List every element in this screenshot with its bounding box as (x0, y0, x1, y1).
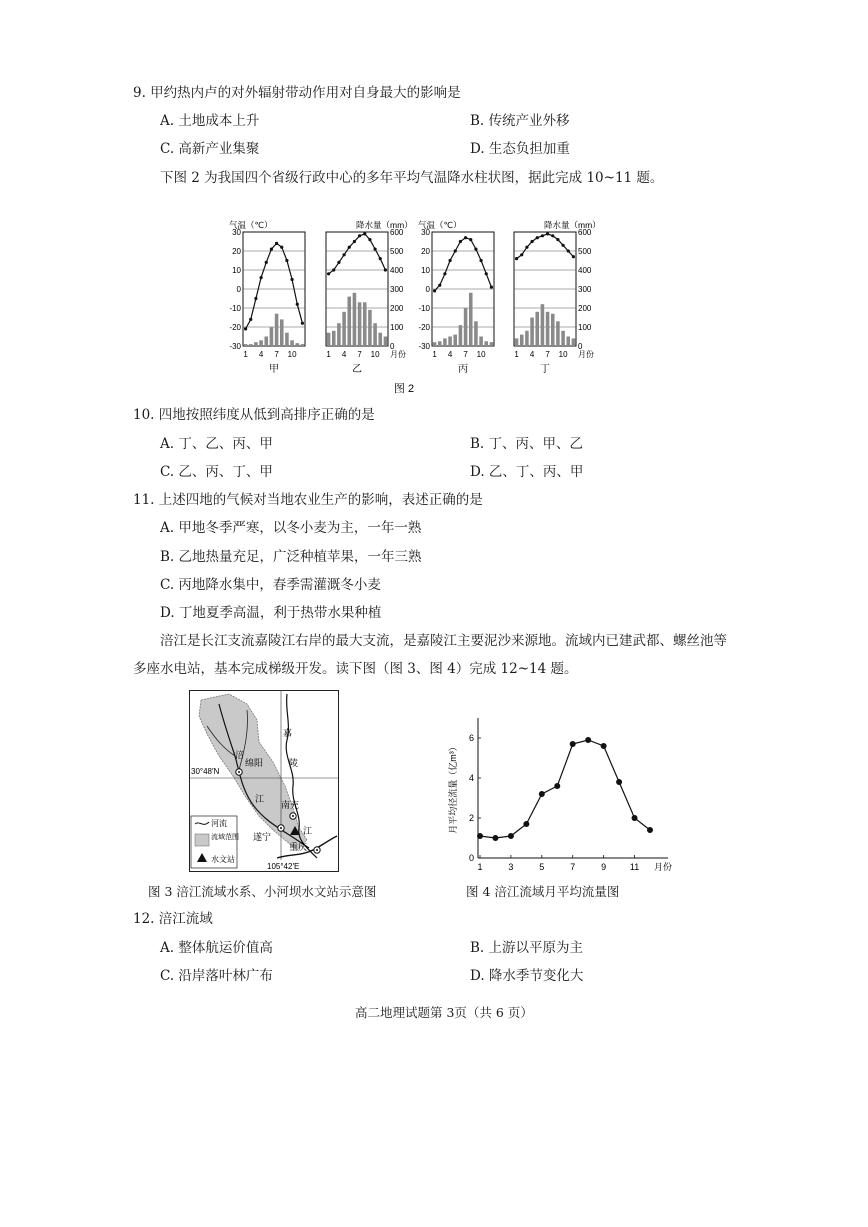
precip-bar (254, 342, 258, 346)
precip-bar (363, 302, 367, 346)
svg-text:绵阳: 绵阳 (245, 758, 264, 768)
temperature-point (448, 259, 451, 262)
precip-bar (443, 338, 447, 346)
temperature-point (280, 246, 283, 249)
flow-point (523, 821, 529, 827)
precip-tick: 300 (390, 285, 404, 294)
temperature-point (337, 261, 340, 264)
flow-point (508, 833, 514, 839)
figure2-caption: 图 2 (393, 383, 415, 395)
precip-bar (249, 344, 253, 346)
temperature-point (474, 248, 477, 251)
q9-option-c: C. 高新产业集聚 (160, 141, 260, 157)
month-tick: 7 (274, 350, 279, 359)
temperature-point (536, 236, 539, 239)
flow-point (585, 737, 591, 743)
temperature-point (530, 240, 533, 243)
precip-bar (561, 331, 565, 346)
precip-bar (368, 310, 372, 346)
temperature-point (546, 232, 549, 235)
month-tick: 4 (447, 350, 453, 359)
temperature-point (479, 259, 482, 262)
precip-bar (301, 344, 305, 346)
q11-option-a: A. 甲地冬季严寒，以冬小麦为主，一年一熟 (160, 520, 422, 536)
precip-bar (244, 344, 248, 346)
temperature-point (348, 246, 351, 249)
precip-bar (327, 333, 331, 346)
temperature-point (379, 257, 382, 260)
temperature-point (332, 268, 335, 271)
precip-bar (530, 318, 534, 347)
flow-point (632, 815, 638, 821)
precip-bar (464, 308, 468, 346)
precip-bar (358, 302, 362, 346)
precip-tick: 500 (390, 247, 404, 256)
station-name-label: 丙 (458, 364, 468, 375)
temperature-point (353, 240, 356, 243)
fu-river-label-2: 江 (255, 794, 265, 804)
precip-bar (448, 337, 452, 347)
precip-bar (295, 343, 299, 346)
q12-option-a: A. 整体航运价值高 (160, 940, 273, 956)
precip-bar (520, 335, 524, 346)
temp-tick: 10 (421, 266, 430, 275)
temperature-point (301, 322, 304, 325)
precip-bar (551, 314, 555, 346)
temperature-point (572, 255, 575, 258)
q12-stem: 12. 涪江流域 (133, 911, 213, 927)
precip-bar (490, 342, 494, 346)
temperature-point (561, 244, 564, 247)
precip-bar (474, 321, 478, 346)
q9-option-d: D. 生态负担加重 (470, 141, 570, 157)
temperature-point (265, 261, 268, 264)
precip-axis-label: 降水量（mm） (356, 220, 413, 230)
jialing-label-3: 江 (303, 826, 313, 836)
temperature-point (373, 248, 376, 251)
temperature-point (443, 272, 446, 275)
temperature-point (464, 236, 467, 239)
station-name-label: 丁 (540, 364, 550, 375)
precip-tick: 0 (578, 342, 583, 351)
temperature-point (556, 238, 559, 241)
month-tick: 4 (258, 350, 264, 359)
precip-tick: 500 (578, 247, 592, 256)
temp-axis-label: 气温（℃） (229, 220, 273, 230)
temperature-point (270, 248, 273, 251)
temperature-point (296, 303, 299, 306)
precip-tick: 200 (578, 304, 592, 313)
figure3-intro-line2: 多座水电站，基本完成梯级开发。读下图（图 3、图 4）完成 12~14 题。 (133, 661, 578, 677)
precip-bar (332, 331, 336, 346)
precip-axis-label: 降水量（mm） (544, 220, 601, 230)
climate-chart-2 (326, 220, 413, 375)
temperature-point (249, 318, 252, 321)
precip-bar (342, 312, 346, 346)
precip-bar (373, 323, 377, 346)
q12-option-c: C. 沿岸落叶林广布 (160, 968, 273, 984)
precip-bar (384, 337, 388, 347)
precip-bar (270, 327, 274, 346)
temp-tick: 20 (232, 247, 241, 256)
precip-bar (353, 293, 357, 346)
x-axis-label: 月份 (654, 862, 673, 872)
climate-charts-figure (0, 210, 868, 440)
flow-point (477, 833, 483, 839)
precip-bar (438, 341, 442, 346)
svg-text:河流: 河流 (211, 819, 227, 828)
temp-tick: 0 (425, 285, 430, 294)
precip-bar (378, 333, 382, 346)
flow-point (570, 741, 576, 747)
month-tick: 10 (287, 350, 297, 359)
q11-stem: 11. 上述四地的气候对当地农业生产的影响，表述正确的是 (133, 492, 483, 508)
temp-tick: -10 (229, 304, 241, 313)
figure3-intro-line1: 涪江是长江支流嘉陵江右岸的最大支流，是嘉陵江主要泥沙来源地。流域内已建武都、螺丝池等 (160, 633, 727, 649)
temperature-point (454, 249, 457, 252)
precip-bar (525, 331, 529, 346)
month-tick: 1 (432, 350, 437, 359)
q10-stem: 10. 四地按照纬度从低到高排序正确的是 (133, 407, 375, 423)
temperature-point (275, 242, 278, 245)
fu-river-label-1: 涪 (235, 750, 245, 760)
svg-text:水文站: 水文站 (211, 855, 235, 864)
precip-tick: 100 (578, 323, 592, 332)
precip-bar (285, 333, 289, 346)
figure4-caption: 图 4 涪江流域月平均流量图 (466, 884, 620, 899)
precip-bar (347, 297, 351, 346)
temperature-point (485, 272, 488, 275)
precip-bar (541, 304, 545, 346)
q11-option-d: D. 丁地夏季高温，利于热带水果种植 (160, 605, 382, 621)
x-tick-label: 5 (539, 862, 545, 872)
month-tick: 7 (463, 350, 468, 359)
temperature-point (259, 276, 262, 279)
jialing-label-1: 嘉 (283, 728, 293, 738)
month-tick: 10 (370, 350, 380, 359)
month-tick: 1 (514, 350, 519, 359)
temperature-point (490, 286, 493, 289)
temperature-point (342, 253, 345, 256)
precip-bar (556, 321, 560, 346)
precip-tick: 300 (578, 285, 592, 294)
y-tick-label: 2 (468, 813, 474, 823)
precip-bar (459, 325, 463, 346)
temperature-point (438, 284, 441, 287)
q12-option-d: D. 降水季节变化大 (470, 968, 584, 984)
q11-option-c: C. 丙地降水集中，春季需灌溉冬小麦 (160, 577, 381, 593)
temperature-point (567, 249, 570, 252)
temperature-point (469, 238, 472, 241)
flow-point (647, 827, 653, 833)
month-tick: 7 (545, 350, 550, 359)
flow-point (492, 835, 498, 841)
temperature-point (551, 234, 554, 237)
x-tick-label: 1 (477, 862, 483, 872)
precip-bar (275, 314, 279, 346)
month-tick: 10 (476, 350, 486, 359)
temperature-point (384, 268, 387, 271)
figure2-intro: 下图 2 为我国四个省级行政中心的多年平均气温降水柱状图，据此完成 10~11 题。 (160, 170, 664, 186)
month-unit-label: 月份 (578, 350, 594, 359)
precip-bar (290, 340, 294, 346)
svg-text:遂宁: 遂宁 (253, 832, 272, 842)
temperature-point (433, 289, 436, 292)
precip-tick: 600 (390, 228, 404, 237)
precip-tick: 100 (390, 323, 404, 332)
temperature-point (244, 327, 247, 330)
station-name-label: 甲 (269, 364, 279, 375)
q10-option-a: A. 丁、乙、丙、甲 (160, 436, 273, 452)
x-tick-label: 7 (570, 862, 576, 872)
q11-option-b: B. 乙地热量充足，广泛种植苹果，一年三熟 (160, 549, 422, 565)
temperature-point (459, 240, 462, 243)
precip-bar (479, 337, 483, 347)
jialing-label-2: 陵 (289, 758, 299, 768)
temp-tick: 10 (232, 266, 241, 275)
precip-bar (259, 340, 263, 346)
precip-bar (535, 312, 539, 346)
month-tick: 10 (558, 350, 568, 359)
precip-bar (433, 342, 437, 346)
precip-bar (469, 293, 473, 346)
precip-bar (280, 319, 284, 346)
temperature-point (363, 232, 366, 235)
flow-point (539, 791, 545, 797)
y-tick-label: 0 (468, 853, 474, 863)
flow-point (616, 779, 622, 785)
temperature-point (520, 253, 523, 256)
flow-line (480, 740, 650, 838)
y-tick-label: 4 (468, 773, 474, 783)
temp-tick: -30 (229, 342, 241, 351)
temperature-point (525, 246, 528, 249)
month-tick: 7 (357, 350, 362, 359)
temp-tick: -10 (418, 304, 430, 313)
q9-option-a: A. 土地成本上升 (160, 113, 260, 129)
precip-bar (546, 312, 550, 346)
month-tick: 1 (243, 350, 248, 359)
temp-axis-label: 气温（℃） (418, 220, 462, 230)
temperature-point (541, 234, 544, 237)
q10-option-c: C. 乙、丙、丁、甲 (160, 464, 273, 480)
month-tick: 4 (341, 350, 347, 359)
temp-tick: -30 (418, 342, 430, 351)
month-unit-label: 月份 (390, 350, 406, 359)
y-axis-label: 月平均径流量（亿m³） (448, 742, 458, 834)
precip-tick: 200 (390, 304, 404, 313)
x-tick-label: 11 (629, 862, 640, 872)
fujiang-basin-map (189, 690, 339, 872)
temp-tick: -20 (229, 323, 241, 332)
y-tick-label: 6 (468, 733, 474, 743)
precip-bar (515, 338, 519, 346)
precip-tick: 400 (390, 266, 404, 275)
temperature-point (368, 238, 371, 241)
svg-text:重庆: 重庆 (289, 842, 308, 852)
longitude-label: 105°42′E (267, 862, 300, 871)
precip-tick: 600 (578, 228, 592, 237)
q9-option-b: B. 传统产业外移 (470, 113, 570, 129)
precip-bar (264, 337, 268, 347)
flow-point (554, 783, 560, 789)
q10-option-d: D. 乙、丁、丙、甲 (470, 464, 584, 480)
q9-stem: 9. 甲约热内卢的对外辐射带动作用对自身最大的影响是 (133, 85, 461, 101)
x-tick-label: 3 (508, 862, 514, 872)
precip-bar (566, 337, 570, 347)
precip-bar (572, 338, 576, 346)
page-footer: 高二地理试题第 3页（共 6 页） (355, 1005, 533, 1020)
latitude-label: 30°48′N (191, 767, 220, 776)
climate-chart-1 (229, 220, 305, 375)
monthly-flow-chart (440, 690, 680, 880)
precip-bar (484, 341, 488, 346)
temperature-point (290, 278, 293, 281)
q12-option-b: B. 上游以平原为主 (470, 940, 584, 956)
climate-chart-3 (418, 220, 494, 375)
temp-tick: 30 (232, 228, 241, 237)
precip-bar (453, 335, 457, 346)
x-tick-label: 9 (601, 862, 607, 872)
temperature-point (358, 234, 361, 237)
temp-tick: 20 (421, 247, 430, 256)
map-legend (191, 816, 239, 868)
temperature-point (327, 272, 330, 275)
svg-text:南充: 南充 (281, 800, 300, 810)
temperature-point (515, 257, 518, 260)
temp-tick: 0 (236, 285, 241, 294)
figure3-caption: 图 3 涪江流域水系、小河坝水文站示意图 (148, 884, 377, 899)
q10-option-b: B. 丁、丙、甲、乙 (470, 436, 584, 452)
temperature-point (285, 259, 288, 262)
temperature-point (254, 297, 257, 300)
temp-tick: -20 (418, 323, 430, 332)
precip-bar (337, 323, 341, 346)
month-tick: 4 (529, 350, 535, 359)
month-tick: 1 (326, 350, 331, 359)
precip-tick: 400 (578, 266, 592, 275)
precip-tick: 0 (390, 342, 395, 351)
station-name-label: 乙 (352, 364, 362, 375)
climate-chart-4 (514, 220, 601, 375)
flow-point (601, 743, 607, 749)
temp-tick: 30 (421, 228, 430, 237)
svg-text:流域范围: 流域范围 (211, 834, 239, 841)
